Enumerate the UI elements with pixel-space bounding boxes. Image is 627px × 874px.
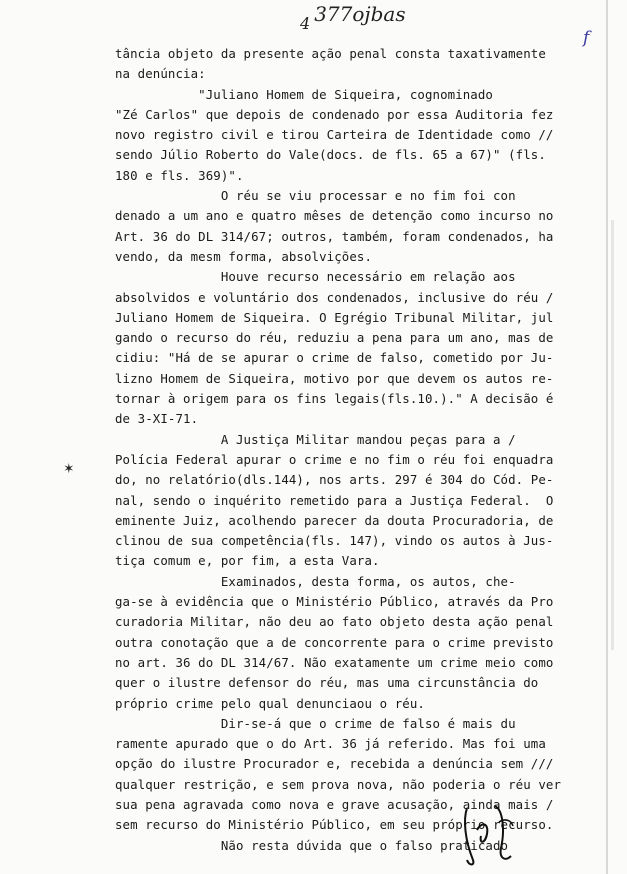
page-small-number: 4 (300, 14, 311, 33)
handwritten-signature (455, 800, 525, 870)
text-line: novo registro civil e tirou Carteira de Identidade como // (115, 127, 554, 143)
text-line: Houve recurso necessário em relação aos (115, 269, 516, 285)
text-line: no art. 36 do DL 314/67. Não exatamente um crime meio como (115, 654, 554, 670)
text-line: Dir-se-á que o crime de falso é mais du (115, 715, 516, 731)
text-line: na denúncia: (115, 66, 206, 82)
page-number: 377 (314, 2, 353, 26)
text-line: eminente Juiz, acolhendo parecer da douta Procuradoria, de (115, 512, 554, 528)
text-line: sendo Júlio Roberto do Vale(docs. de fls. 65 a 67)" (fls. (115, 147, 546, 163)
text-line: vendo, da mesm forma, absolvições. (115, 248, 373, 264)
text-line: ramente apurado que o do Art. 36 já referido. Mas foi uma (115, 736, 546, 752)
page-fold-shadow-secondary (611, 220, 614, 650)
text-line: lizno Homem de Siqueira, motivo por que devem os autos re- (115, 370, 554, 386)
text-line: "Juliano Homem de Siqueira, cognominado (115, 86, 493, 102)
text-line: "Zé Carlos" que depois de condenado por essa Auditoria fez (115, 106, 554, 122)
text-line: A Justiça Militar mandou peças para a / (115, 431, 516, 447)
corner-handwritten-mark: f (583, 28, 590, 48)
text-line: Polícia Federal apurar o crime e no fim o réu foi enquadra (115, 451, 554, 467)
text-line: curadoria Militar, não deu ao fato objeto desta ação penal (115, 614, 554, 630)
text-line: gando o recurso do réu, reduziu a pena para um ano, mas de (115, 330, 554, 346)
text-line: sem recurso do Ministério Público, em seu próprio recurso. (115, 817, 554, 833)
text-line: nal, sendo o inquérito remetido para a Justiça Federal. O (115, 492, 554, 508)
text-line: tiça comum e, por fim, a esta Vara. (115, 553, 380, 569)
text-line: Juliano Homem de Siqueira. O Egrégio Tribunal Militar, jul (115, 309, 554, 325)
text-line: qualquer restrição, e sem prova nova, não poderia o réu ver (115, 776, 562, 792)
text-line: O réu se viu processar e no fim foi con (115, 188, 516, 204)
text-line: opção do ilustre Procurador e, recebida a denúncia sem /// (115, 756, 554, 772)
text-line: outra conotação que a de concorrente para o crime previsto (115, 634, 554, 650)
text-line: sua pena agravada como nova e grave acusação, ainda mais / (115, 796, 554, 812)
text-line: próprio crime pelo qual denunciaou o réu. (115, 695, 425, 711)
text-line: absolvidos e voluntário dos condenados, inclusive do réu / (115, 289, 554, 305)
text-line: tornar à origem para os fins legais(fls.10.)." A decisão é (115, 391, 554, 407)
page-fold-shadow (606, 0, 608, 874)
text-line: Art. 36 do DL 314/67; outros, também, foram condenados, ha (115, 228, 554, 244)
text-line: cidiu: "Há de se apurar o crime de falso, cometido por Ju- (115, 350, 554, 366)
page-number-annotation (300, 2, 406, 33)
text-line: Examinados, desta forma, os autos, che- (115, 573, 516, 589)
text-line: ga-se à evidência que o Ministério Público, através da Pro (115, 594, 554, 610)
text-line: clinou de sua competência(fls. 147), vindo os autos à Jus- (115, 533, 554, 549)
text-line: tância objeto da presente ação penal consta taxativamente (115, 46, 546, 61)
text-line: do, no relatório(dls.144), nos arts. 297 é 304 do Cód. Pe- (115, 472, 554, 488)
text-line: Não resta dúvida que o falso praticado (115, 837, 509, 853)
page-number-suffix: ojbas (352, 2, 406, 26)
text-line: quer o ilustre defensor do réu, mas uma circunstância do (115, 675, 539, 691)
text-line: de 3-XI-71. (115, 411, 199, 427)
text-line: 180 e fls. 369)". (115, 167, 244, 183)
text-line: denado a um ano e quatro mêses de detenção como incurso no (115, 208, 554, 224)
body-text (115, 44, 585, 856)
margin-asterisk-mark: ✶ (64, 458, 74, 477)
